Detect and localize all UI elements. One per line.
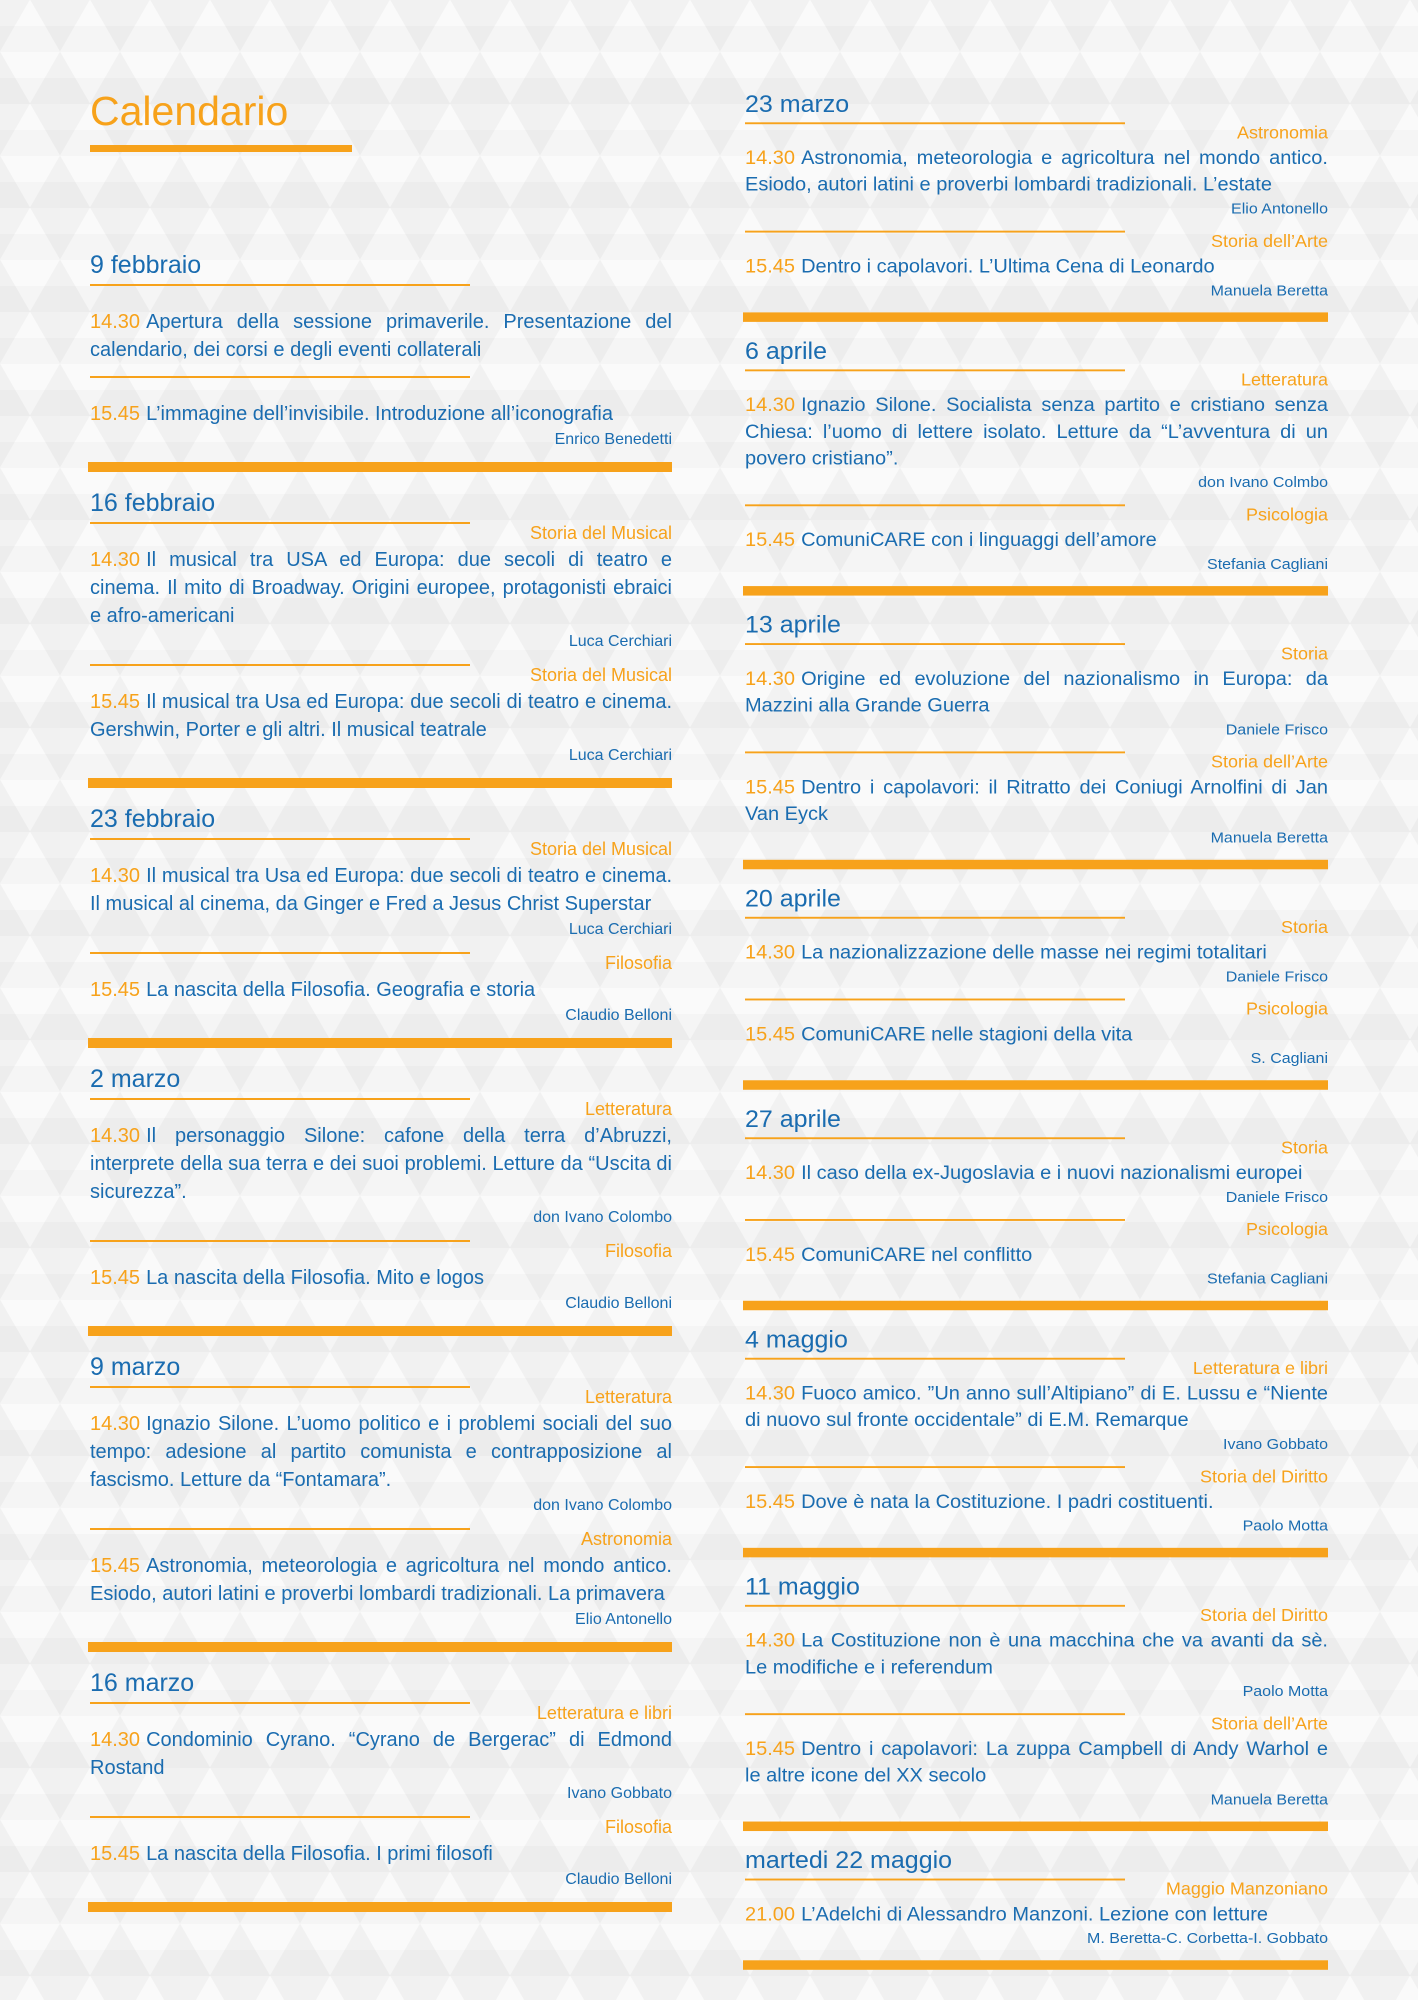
- speaker-name: Stefania Cagliani: [1207, 556, 1328, 573]
- session-title: ComuniCARE nel conflitto: [801, 1244, 1033, 1266]
- session-entry: [745, 666, 1328, 719]
- session-title: Il caso della ex-Jugoslavia e i nuovi nazionalismi europei: [801, 1162, 1303, 1184]
- day-separator-bar: [743, 1822, 1328, 1832]
- session-time: 15.45: [745, 530, 796, 551]
- day-separator-bar: [743, 586, 1328, 596]
- session-entry: [90, 1264, 672, 1292]
- session-time: 14.30: [745, 1383, 796, 1405]
- course-topic: Storia del Musical: [529, 665, 672, 685]
- session: [743, 915, 1328, 987]
- calendar-day: [743, 1846, 1328, 1970]
- session-divider: [745, 369, 1125, 371]
- course-topic: Letteratura e libri: [1192, 1358, 1328, 1378]
- session-title: L’Adelchi di Alessandro Manzoni. Lezione con letture: [801, 1904, 1269, 1926]
- session-header: [88, 374, 672, 396]
- session: [88, 1238, 672, 1314]
- session-header: [88, 1814, 672, 1836]
- course-topic: Storia del Diritto: [1199, 1467, 1328, 1487]
- session-divider: [745, 231, 1125, 233]
- calendar-day: [743, 337, 1328, 595]
- course-topic: Astronomia: [580, 1529, 672, 1549]
- session-title: La nascita della Filosofia. Geografia e storia: [146, 979, 536, 1001]
- session-divider: [745, 1466, 1125, 1468]
- day-date: 11 maggio: [745, 1573, 860, 1601]
- session-divider: [90, 664, 470, 666]
- session-time: 15.45: [90, 1555, 141, 1577]
- session-time: 14.30: [90, 549, 141, 571]
- session-entry: [745, 940, 1328, 967]
- calendar-day: [88, 804, 672, 1048]
- session-title: La Costituzione non è una macchina che va avanti da sè. Le modifiche e i referendum: [745, 1630, 1328, 1679]
- speaker-name: don Ivano Colombo: [533, 1209, 672, 1226]
- session: [743, 1877, 1328, 1949]
- calendar-day: [88, 1352, 672, 1652]
- session-entry: [745, 774, 1328, 827]
- session: [743, 641, 1328, 740]
- speaker-name: don Ivano Colombo: [533, 1497, 672, 1514]
- speaker-name: Claudio Belloni: [565, 1295, 672, 1312]
- session-entry: [90, 400, 672, 428]
- session-divider: [745, 1879, 1125, 1881]
- session-divider: [745, 917, 1125, 919]
- session-divider: [745, 1137, 1125, 1139]
- calendar-day: [88, 250, 672, 472]
- session-title: ComuniCARE nelle stagioni della vita: [801, 1024, 1133, 1046]
- session-time: 14.30: [745, 1630, 796, 1652]
- session-entry: [745, 1381, 1328, 1434]
- session-divider: [90, 284, 470, 286]
- session-time: 14.30: [745, 147, 796, 169]
- session-time: 15.45: [90, 403, 141, 425]
- day-date: 4 maggio: [745, 1326, 848, 1354]
- session-header: [743, 229, 1328, 250]
- session-entry: [745, 1021, 1328, 1048]
- session-time: 14.30: [745, 395, 796, 416]
- session-title: Dentro i capolavori: il Ritratto dei Coniugi Arnolfini di Jan Van Eyck: [745, 777, 1328, 825]
- session-entry: [745, 1628, 1328, 1681]
- calendar-day: [743, 611, 1328, 869]
- session-divider: [745, 999, 1125, 1001]
- speaker-name: Paolo Motta: [1242, 1683, 1328, 1700]
- speaker-name: Claudio Belloni: [565, 1007, 672, 1024]
- session-time: 14.30: [745, 668, 796, 690]
- session: [88, 282, 672, 364]
- session: [88, 662, 672, 766]
- course-topic: Storia dell’Arte: [1210, 231, 1328, 251]
- session-header: [88, 1096, 672, 1118]
- day-date: martedi 22 maggio: [745, 1847, 953, 1874]
- session-title: Apertura della sessione primaverile. Presentazione del calendario, dei corsi e degli eventi collaterali: [90, 311, 672, 361]
- day-separator-bar: [743, 1301, 1328, 1311]
- session-entry: [90, 688, 672, 744]
- speaker-name: Manuela Beretta: [1210, 1792, 1328, 1809]
- session-time: 15.45: [745, 1491, 796, 1513]
- session-header: [743, 750, 1328, 771]
- session-header: [743, 1356, 1328, 1377]
- session: [743, 1217, 1328, 1289]
- session: [743, 1464, 1328, 1536]
- session-header: [88, 662, 672, 684]
- session-time: 15.45: [90, 1267, 141, 1289]
- session-divider: [745, 751, 1125, 753]
- speaker-name: Ivano Gobbato: [567, 1785, 672, 1802]
- session-title: L’immagine dell’invisibile. Introduzione all’iconografia: [146, 403, 613, 425]
- title-underline: [90, 145, 352, 152]
- speaker-name: Daniele Frisco: [1225, 721, 1328, 739]
- session-header: [88, 950, 672, 972]
- session-divider: [90, 376, 470, 378]
- speaker-name: M. Beretta-C. Corbetta-I. Gobbato: [1087, 1930, 1328, 1947]
- course-topic: Storia dell’Arte: [1210, 752, 1328, 772]
- session-entry: [90, 862, 672, 918]
- session-time: 15.45: [90, 1843, 141, 1865]
- session-title: Fuoco amico. ”Un anno sull’Altipiano” di E. Lussu e “Niente di nuovo sul fronte occidentale” di E.M. Remarque: [745, 1383, 1328, 1431]
- session-title: La nascita della Filosofia. Mito e logos: [146, 1267, 485, 1289]
- right-column: [743, 90, 1328, 1985]
- session: [88, 836, 672, 940]
- session: [88, 1526, 672, 1630]
- day-separator-bar: [743, 312, 1328, 322]
- session-header: [88, 1700, 672, 1722]
- session-time: 14.30: [90, 1125, 141, 1147]
- course-topic: Storia del Musical: [529, 839, 672, 859]
- day-date: 2 marzo: [90, 1065, 181, 1093]
- session-divider: [745, 1713, 1125, 1715]
- day-separator-bar: [743, 1960, 1328, 1970]
- session: [743, 750, 1328, 849]
- day-date: 16 febbraio: [90, 489, 216, 517]
- session-time: 15.45: [745, 1738, 796, 1760]
- session-time: 21.00: [745, 1904, 796, 1926]
- session-title: Ignazio Silone. Socialista senza partito e cristiano senza Chiesa: l’uomo di lettere isolato. Letture da “L’avventura di un povero cristiano”.: [745, 395, 1328, 470]
- session-header: [88, 1384, 672, 1406]
- day-date: 9 marzo: [90, 1353, 181, 1381]
- session-divider: [90, 1816, 470, 1818]
- session-time: 15.45: [745, 1024, 796, 1046]
- session: [743, 229, 1328, 301]
- speaker-name: Daniele Frisco: [1225, 969, 1328, 986]
- session: [88, 520, 672, 652]
- course-topic: Letteratura e libri: [536, 1703, 672, 1723]
- session-title: La nascita della Filosofia. I primi filosofi: [146, 1843, 493, 1865]
- session-header: [88, 1526, 672, 1548]
- calendar-day: [88, 1064, 672, 1336]
- course-topic: Letteratura: [584, 1099, 672, 1119]
- session-divider: [745, 1219, 1125, 1221]
- course-topic: Storia del Diritto: [1199, 1605, 1328, 1625]
- session: [743, 120, 1328, 219]
- course-topic: Filosofia: [604, 1241, 672, 1261]
- session-header: [743, 1217, 1328, 1238]
- session: [743, 997, 1328, 1069]
- day-date: 23 febbraio: [90, 805, 216, 833]
- session-title: Astronomia, meteorologia e agricoltura nel mondo antico. Esiodo, autori latini e proverbi lombardi tradizionali. L’estate: [745, 147, 1328, 196]
- course-topic: Maggio Manzoniano: [1165, 1879, 1328, 1899]
- session-divider: [90, 1702, 470, 1704]
- session-header: [743, 1603, 1328, 1624]
- session-divider: [90, 1240, 470, 1242]
- day-separator-bar: [88, 462, 672, 472]
- day-date: 6 aprile: [745, 338, 827, 365]
- speaker-name: Manuela Beretta: [1210, 282, 1328, 300]
- session-title: ComuniCARE con i linguaggi dell’amore: [801, 530, 1157, 551]
- course-topic: Psicologia: [1245, 1219, 1328, 1239]
- session-entry: [745, 1736, 1328, 1789]
- session-entry: [90, 976, 672, 1004]
- day-date: 9 febbraio: [90, 251, 202, 279]
- session-header: [743, 1711, 1328, 1732]
- session-entry: [745, 253, 1328, 280]
- session-entry: [745, 1160, 1328, 1187]
- day-separator-bar: [88, 1902, 672, 1912]
- session-title: Il musical tra Usa ed Europa: due secoli di teatro e cinema. Il musical al cinema, da Ginger e Fred a Jesus Christ Superstar: [90, 865, 672, 915]
- session: [743, 368, 1328, 493]
- course-topic: Letteratura: [584, 1387, 672, 1407]
- session-title: Dentro i capolavori. L’Ultima Cena di Leonardo: [801, 256, 1215, 278]
- session: [743, 502, 1328, 574]
- session-divider: [90, 1528, 470, 1530]
- session-divider: [90, 522, 470, 524]
- session: [88, 1096, 672, 1228]
- day-separator-bar: [743, 1548, 1328, 1558]
- session-divider: [90, 1098, 470, 1100]
- day-separator-bar: [88, 1642, 672, 1652]
- session-entry: [745, 392, 1328, 472]
- session-divider: [745, 1358, 1125, 1360]
- session: [88, 374, 672, 450]
- speaker-name: don Ivano Colmbo: [1198, 474, 1328, 492]
- session-title: Il musical tra Usa ed Europa: due secoli di teatro e cinema. Gershwin, Porter e gli altri. Il musical teatrale: [90, 691, 672, 741]
- calendar-day: [88, 1668, 672, 1912]
- session-time: 15.45: [90, 691, 141, 713]
- session-header: [743, 502, 1328, 523]
- session-entry: [90, 308, 672, 364]
- course-topic: Storia: [1280, 917, 1328, 937]
- speaker-name: Luca Cerchiari: [568, 747, 672, 764]
- course-topic: Astronomia: [1236, 123, 1328, 143]
- session: [88, 1384, 672, 1516]
- course-topic: Psicologia: [1245, 505, 1328, 525]
- session-divider: [90, 1386, 470, 1388]
- session-title: Dove è nata la Costituzione. I padri costituenti.: [801, 1491, 1214, 1513]
- day-date: 20 aprile: [745, 885, 841, 913]
- session-header: [88, 1238, 672, 1260]
- day-separator-bar: [88, 1326, 672, 1336]
- session-divider: [745, 122, 1125, 124]
- session-entry: [745, 1901, 1328, 1928]
- session-divider: [745, 643, 1125, 645]
- course-topic: Psicologia: [1245, 999, 1328, 1019]
- course-topic: Filosofia: [604, 953, 672, 973]
- session-header: [743, 1464, 1328, 1485]
- session-time: 15.45: [745, 777, 796, 799]
- calendar-day: [743, 884, 1328, 1089]
- session-time: 14.30: [745, 1162, 796, 1184]
- course-topic: Storia: [1280, 644, 1328, 664]
- session-header: [743, 997, 1328, 1018]
- session: [88, 1700, 672, 1804]
- session-time: 14.30: [90, 1729, 141, 1751]
- session-entry: [90, 1410, 672, 1494]
- session-title: La nazionalizzazione delle masse nei regimi totalitari: [801, 942, 1267, 964]
- session: [743, 1711, 1328, 1810]
- calendar-day: [88, 488, 672, 788]
- day-date: 13 aprile: [745, 611, 841, 639]
- course-topic: Letteratura: [1240, 370, 1328, 390]
- session-divider: [90, 838, 470, 840]
- session: [88, 950, 672, 1026]
- speaker-name: Paolo Motta: [1242, 1518, 1328, 1535]
- speaker-name: Enrico Benedetti: [554, 431, 672, 448]
- day-separator-bar: [88, 778, 672, 788]
- session-entry: [745, 145, 1328, 198]
- calendar-day: [743, 1105, 1328, 1310]
- speaker-name: S. Cagliani: [1250, 1050, 1328, 1067]
- session-header: [743, 368, 1328, 389]
- session-header: [743, 120, 1328, 141]
- day-date: 27 aprile: [745, 1105, 841, 1133]
- session: [88, 1814, 672, 1890]
- speaker-name: Luca Cerchiari: [568, 633, 672, 650]
- course-topic: Filosofia: [604, 1817, 672, 1837]
- calendar-day: [743, 1573, 1328, 1831]
- session-time: 15.45: [745, 1244, 796, 1266]
- session-time: 15.45: [745, 256, 796, 278]
- course-topic: Storia dell’Arte: [1210, 1714, 1328, 1734]
- session-divider: [745, 504, 1125, 506]
- session-divider: [90, 952, 470, 954]
- session-entry: [90, 1552, 672, 1608]
- speaker-name: Elio Antonello: [1231, 201, 1328, 218]
- speaker-name: Stefania Cagliani: [1207, 1271, 1328, 1288]
- session-divider: [745, 1605, 1125, 1607]
- session-entry: [745, 1242, 1328, 1269]
- session-title: Origine ed evoluzione del nazionalismo in Europa: da Mazzini alla Grande Guerra: [745, 668, 1328, 717]
- speaker-name: Ivano Gobbato: [1223, 1436, 1328, 1453]
- left-column: [88, 250, 672, 1928]
- calendar-day: [743, 90, 1328, 322]
- speaker-name: Claudio Belloni: [565, 1871, 672, 1888]
- session-entry: [90, 546, 672, 630]
- session-title: Astronomia, meteorologia e agricoltura nel mondo antico. Esiodo, autori latini e proverbi lombardi tradizionali. La primavera: [90, 1555, 672, 1605]
- speaker-name: Daniele Frisco: [1225, 1189, 1328, 1206]
- session-header: [743, 915, 1328, 936]
- session: [743, 1603, 1328, 1702]
- session-time: 15.45: [90, 979, 141, 1001]
- session-entry: [90, 1726, 672, 1782]
- session-time: 14.30: [90, 1413, 141, 1435]
- session-time: 14.30: [90, 865, 141, 887]
- session-time: 14.30: [90, 311, 141, 333]
- session-header: [88, 836, 672, 858]
- session-header: [88, 282, 672, 304]
- session-title: Condominio Cyrano. “Cyrano de Bergerac” di Edmond Rostand: [90, 1729, 672, 1779]
- speaker-name: Elio Antonello: [575, 1611, 672, 1628]
- session-header: [743, 1877, 1328, 1898]
- session-header: [88, 520, 672, 542]
- session-entry: [745, 527, 1328, 554]
- session-time: 14.30: [745, 942, 796, 964]
- session-entry: [745, 1489, 1328, 1516]
- session-title: Il personaggio Silone: cafone della terra d’Abruzzi, interprete della sua terra e dei suoi problemi. Letture da “Uscita di sicurezza”.: [90, 1125, 672, 1203]
- session-header: [743, 641, 1328, 662]
- day-date: 23 marzo: [745, 90, 850, 118]
- day-separator-bar: [743, 860, 1328, 870]
- page-title: Calendario: [90, 88, 289, 134]
- session: [743, 1135, 1328, 1207]
- session-entry: [90, 1840, 672, 1868]
- course-topic: Storia del Musical: [529, 523, 672, 543]
- session-title: Ignazio Silone. L’uomo politico e i problemi sociali del suo tempo: adesione al partito comunista e contrapposizione al fascismo. Letture da “Fontamara”.: [90, 1413, 672, 1491]
- speaker-name: Luca Cerchiari: [568, 921, 672, 938]
- calendar-day: [743, 1325, 1328, 1557]
- session-title: Il musical tra USA ed Europa: due secoli di teatro e cinema. Il mito di Broadway. Origini europee, protagonisti ebraici e afro-americani: [90, 549, 672, 627]
- day-date: 16 marzo: [90, 1669, 195, 1697]
- day-separator-bar: [88, 1038, 672, 1048]
- speaker-name: Manuela Beretta: [1210, 830, 1328, 847]
- day-separator-bar: [743, 1080, 1328, 1090]
- session-entry: [90, 1122, 672, 1206]
- course-topic: Storia: [1280, 1138, 1328, 1158]
- session-header: [743, 1135, 1328, 1156]
- session: [743, 1356, 1328, 1455]
- session-title: Dentro i capolavori: La zuppa Campbell di Andy Warhol e le altre icone del XX secolo: [745, 1738, 1328, 1787]
